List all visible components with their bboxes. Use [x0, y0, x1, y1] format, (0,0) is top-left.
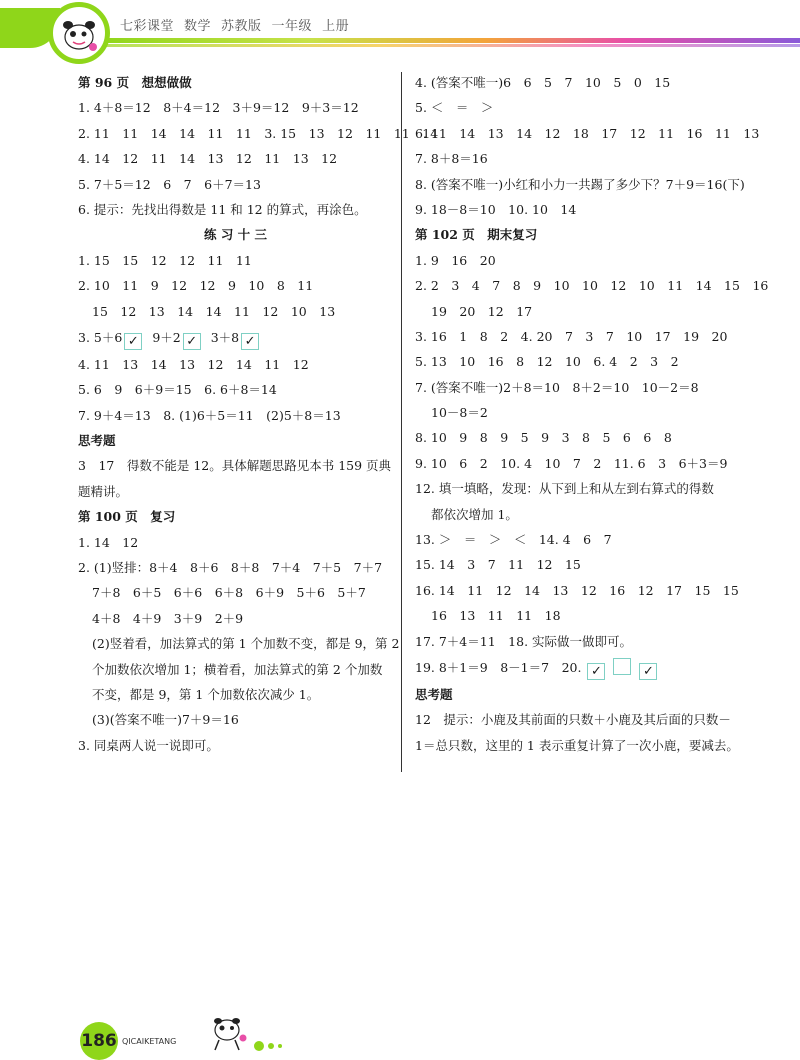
answer-line: 题精讲。 — [78, 483, 129, 499]
answer-line: 2. (1)竖排：8＋4 8＋6 8＋8 7＋4 7＋5 7＋7 — [78, 560, 383, 576]
section-title: 思考题 — [415, 686, 453, 702]
answer-line: 8. (答案不唯一)小红和小力一共踢了多少下？7＋9＝16(下) — [415, 176, 745, 192]
answer-line: 5. 6 9 6＋9＝15 6. 6＋8＝14 — [78, 382, 277, 398]
answer-line: 1＝总只数，这里的 1 表示重复计算了一次小鹿，要减去。 — [415, 737, 739, 753]
check-box: ✓ — [639, 663, 657, 680]
answer-line: 2. 10 11 9 12 12 9 10 8 11 — [78, 278, 314, 294]
answer-line: (2)竖着看，加法算式的第 1 个加数不变，都是 9，第 2 — [92, 636, 400, 652]
answer-line: 9. 10 6 2 10. 4 10 7 2 11. 6 3 6＋3＝9 — [415, 455, 728, 471]
answer-line: 1. 4＋8＝12 8＋4＝12 3＋9＝12 9＋3＝12 — [78, 100, 359, 116]
answer-line: 都依次增加 1。 — [431, 506, 518, 522]
right-column — [415, 70, 769, 758]
answer-line: 个加数依次增加 1；横着看，加法算式的第 2 个加数 — [92, 661, 383, 677]
answer-line: 17. 7＋4＝11 18. 实际做一做即可。 — [415, 633, 633, 649]
header-volume: 上册 — [322, 19, 350, 34]
dot-icon — [254, 1041, 264, 1051]
empty-box — [613, 658, 631, 675]
answer-line: 3. 16 1 8 2 4. 20 7 3 7 10 17 19 20 — [415, 328, 728, 344]
answer-line: 8. 10 9 8 9 5 9 3 8 5 6 6 8 — [415, 430, 672, 446]
header-series: 七彩课堂 — [120, 19, 175, 34]
answer-line: 6. 11 14 13 14 12 18 17 12 11 16 11 13 — [415, 125, 760, 141]
expression: 9＋2 — [152, 329, 181, 345]
answer-line: 7. 8＋8＝16 — [415, 151, 488, 167]
check-box: ✓ — [241, 333, 259, 350]
answer-line: 9. 18－8＝10 10. 10 14 — [415, 201, 577, 217]
header-rainbow-bar — [100, 38, 800, 43]
header-edition: 苏教版 — [221, 19, 262, 34]
answer-line: 1. 15 15 12 12 11 11 — [78, 252, 252, 268]
header-grade: 一年级 — [271, 19, 313, 34]
footer-dots — [254, 1035, 286, 1054]
answer-line: 5. 13 10 16 8 12 10 6. 4 2 3 2 — [415, 354, 679, 370]
item-number: 3. — [78, 329, 90, 345]
left-column — [78, 70, 439, 758]
answer-line: 16 13 11 11 18 — [431, 608, 561, 624]
answer-line-checks — [78, 324, 393, 352]
answer-line: 7. (答案不唯一)2＋8＝10 8＋2＝10 10－2＝8 — [415, 379, 699, 395]
section-title: 第 100 页 复习 — [78, 509, 176, 525]
header-subject: 数学 — [184, 19, 212, 34]
answer-line: 7＋8 6＋5 6＋6 6＋8 6＋9 5＋6 5＋7 — [92, 585, 366, 601]
answer-line: 15 12 13 14 14 11 12 10 13 — [92, 303, 336, 319]
section-title: 思考题 — [78, 433, 116, 449]
section-title: 第 96 页 想想做做 — [78, 75, 192, 90]
mascot-logo-icon — [48, 2, 110, 64]
header-rainbow-bar-2 — [100, 44, 800, 47]
expression: 5＋6 — [93, 329, 123, 345]
answer-line: 5. ＜ ＝ ＞ — [415, 100, 494, 116]
answer-line: 7. 9＋4＝13 8. (1)6＋5＝11 (2)5＋8＝13 — [78, 407, 341, 423]
section-title: 第 102 页 期末复习 — [415, 227, 538, 243]
answer-text: 19. 8＋1＝9 8－1＝7 20. — [415, 659, 582, 675]
answer-line: 15. 14 3 7 11 12 15 — [415, 557, 581, 573]
answer-line: 16. 14 11 12 14 13 12 16 12 17 15 15 — [415, 582, 739, 598]
section-title: 练 习 十 三 — [203, 227, 268, 243]
column-divider — [401, 72, 402, 772]
answer-line: 不变，都是 9，第 1 个加数依次减少 1。 — [92, 686, 320, 702]
answer-line: 2. 2 3 4 7 8 9 10 10 12 10 11 14 15 16 — [415, 278, 769, 294]
answer-line: 10－8＝2 — [431, 405, 488, 421]
answer-line: 12. 填一填略，发现：从下到上和从左到右算式的得数 — [415, 481, 714, 497]
dot-icon — [268, 1043, 274, 1049]
answer-line: 4＋8 4＋9 3＋9 2＋9 — [92, 610, 244, 626]
footer-brand: QICAIKETANG — [122, 1037, 177, 1046]
check-box: ✓ — [124, 333, 142, 350]
check-box: ✓ — [587, 663, 605, 680]
answer-line: 2. 11 11 14 14 11 11 3. 15 13 12 11 11 14 — [78, 125, 439, 141]
dot-icon — [278, 1044, 282, 1048]
answer-line: 5. 7＋5＝12 6 7 6＋7＝13 — [78, 176, 261, 192]
page-number: 186 — [80, 1022, 118, 1060]
answer-line: 1. 14 12 — [78, 534, 139, 550]
page-header — [0, 0, 800, 60]
answer-line: 1. 9 16 20 — [415, 252, 496, 268]
answer-line: 3. 同桌两人说一说即可。 — [78, 737, 219, 753]
answer-line-checks — [415, 654, 765, 682]
check-box: ✓ — [183, 333, 201, 350]
answer-line: (3)(答案不唯一)7＋9＝16 — [92, 712, 239, 728]
answer-line: 12 提示：小鹿及其前面的只数＋小鹿及其后面的只数－ — [415, 712, 731, 728]
answer-line: 6. 提示：先找出得数是 11 和 12 的算式，再涂色。 — [78, 201, 367, 217]
expression: 3＋8 — [210, 329, 240, 345]
header-title — [120, 15, 359, 34]
answer-line: 3 17 得数不能是 12。具体解题思路见本书 159 页典 — [78, 458, 392, 474]
answer-line: 4. 11 13 14 13 12 14 11 12 — [78, 356, 309, 372]
answer-line: 19 20 12 17 — [431, 303, 533, 319]
answer-line: 4. 14 12 11 14 13 12 11 13 12 — [78, 151, 338, 167]
answer-line: 4. (答案不唯一)6 6 5 7 10 5 0 15 — [415, 75, 671, 90]
answer-line: 13. ＞ ＝ ＞ ＜ 14. 4 6 7 — [415, 532, 612, 548]
footer-mascot-icon — [205, 1012, 251, 1052]
